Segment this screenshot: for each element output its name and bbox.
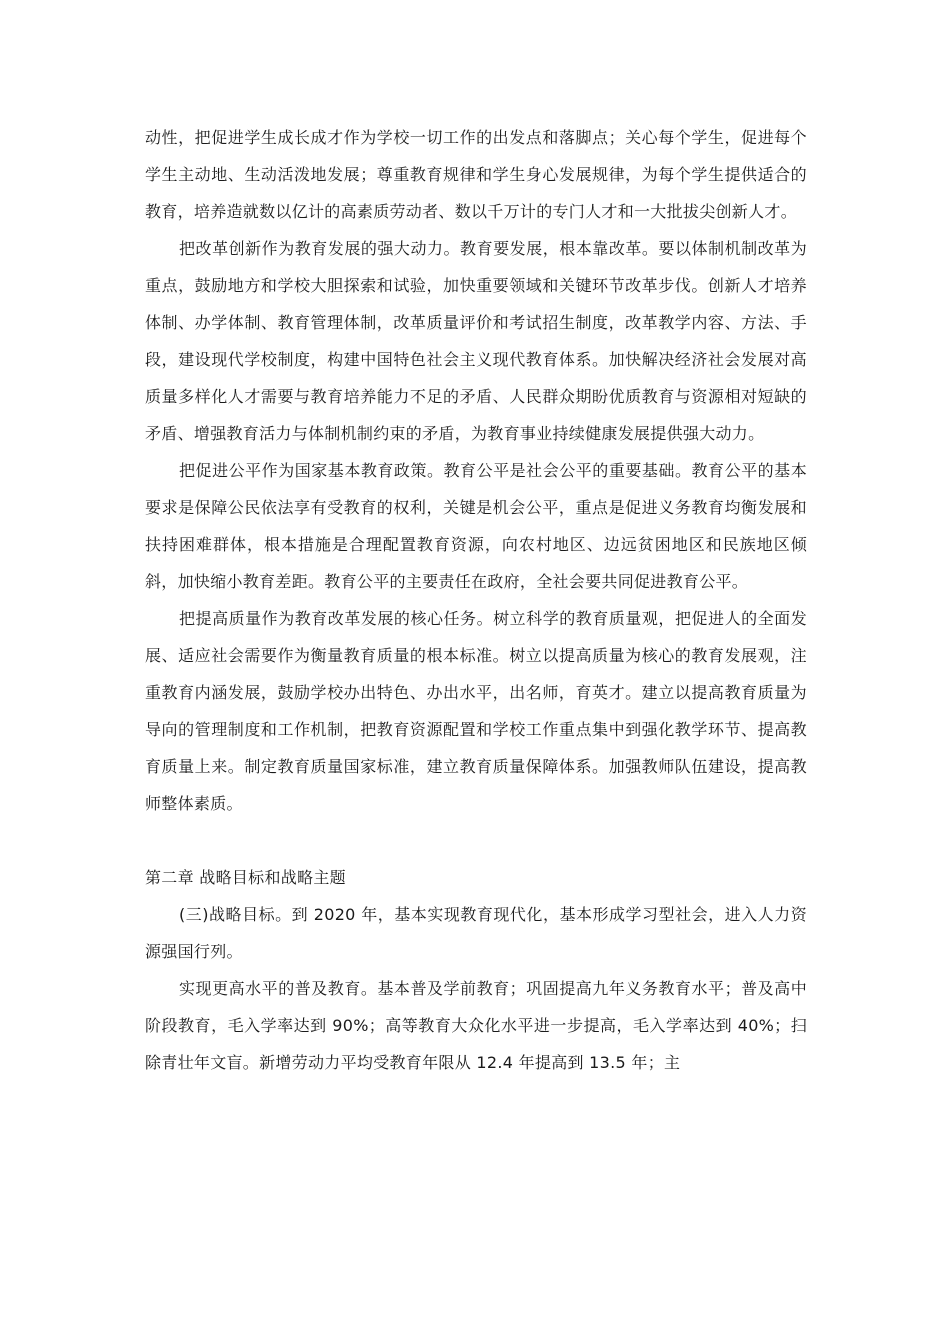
chapter-heading: 第二章 战略目标和战略主题	[145, 868, 346, 887]
paragraph-strategic-goal: (三)战略目标。到 2020 年，基本实现教育现代化，基本形成学习型社会，进入人力资源强国行列。	[145, 905, 807, 961]
paragraph-reform: 把改革创新作为教育发展的强大动力。教育要发展，根本靠改革。要以体制机制改革为重点，鼓励地方和学校大胆探索和试验，加快重要领域和关键环节改革步伐。创新人才培养体制、办学体制、教育管理体制，改革质量评价和考试招生制度，改革教学内容、方法、手段，建设现代学校制度，构建中国特色社会主义现代教育体系。加快解决经济社会发展对高质量多样化人才需要与教育培养能力不足的矛盾、人民群众期盼优质教育与资源相对短缺的矛盾、增强教育活力与体制机制约束的矛盾，为教育事业持续健康发展提供强大动力。	[145, 239, 807, 443]
paragraph-quality: 把提高质量作为教育改革发展的核心任务。树立科学的教育质量观，把促进人的全面发展、适应社会需要作为衡量教育质量的根本标准。树立以提高质量为核心的教育发展观，注重教育内涵发展，鼓励学校办出特色、办出水平，出名师，育英才。建立以提高教育质量为导向的管理制度和工作机制，把教育资源配置和学校工作重点集中到强化教学环节、提高教育质量上来。制定教育质量国家标准，建立教育质量保障体系。加强教师队伍建设，提高教师整体素质。	[145, 609, 807, 813]
paragraph-equity: 把促进公平作为国家基本教育政策。教育公平是社会公平的重要基础。教育公平的基本要求是保障公民依法享有受教育的权利，关键是机会公平，重点是促进义务教育均衡发展和扶持困难群体，根本措施是合理配置教育资源，向农村地区、边远贫困地区和民族地区倾斜，加快缩小教育差距。教育公平的主要责任在政府，全社会要共同促进教育公平。	[145, 461, 807, 591]
document-body	[145, 119, 807, 1081]
paragraph-continuation: 动性，把促进学生成长成才作为学校一切工作的出发点和落脚点；关心每个学生，促进每个学生主动地、生动活泼地发展；尊重教育规律和学生身心发展规律，为每个学生提供适合的教育，培养造就数以亿计的高素质劳动者、数以千万计的专门人才和一大批拔尖创新人才。	[145, 128, 807, 221]
paragraph-universal-education: 实现更高水平的普及教育。基本普及学前教育；巩固提高九年义务教育水平；普及高中阶段教育，毛入学率达到 90%；高等教育大众化水平进一步提高，毛入学率达到 40%；扫除青壮年文盲。新增劳动力平均受教育年限从 12.4 年提高到 13.5 年；主	[145, 979, 807, 1072]
